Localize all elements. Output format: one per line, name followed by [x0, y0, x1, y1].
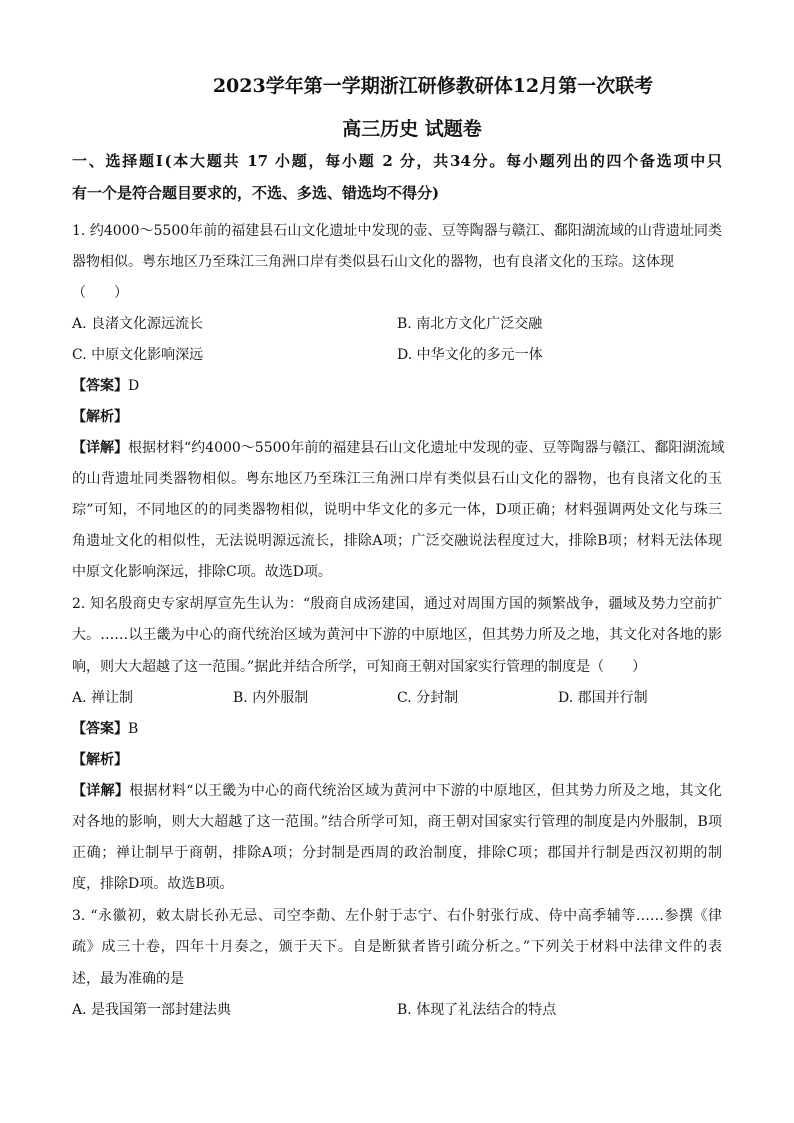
- q1-detail-line2: 的山背遗址同类器物相似。粤东地区乃至珠江三角洲口岸有类似县石山文化的器物，也有良渚文化的玉: [72, 471, 722, 487]
- q3-option-a: A. 是我国第一部封建法典: [72, 1002, 232, 1018]
- q2-option-b: B. 内外服制: [233, 690, 309, 706]
- q2-detail-line2: 对各地的影响，则大大超越了这一范围。”结合所学可知，商王朝对国家实行管理的制度是内外服制，B项: [72, 814, 722, 830]
- q1-option-c: C. 中原文化影响深远: [72, 347, 204, 363]
- detail-tag: 【详解】: [72, 440, 128, 456]
- q2-stem-line2: 大。……以王畿为中心的商代统治区域为黄河中下游的中原地区，但其势力所及之地，其文化对各地的影: [72, 627, 722, 643]
- detail-text: 根据材料“以王畿为中心的商代统治区域为黄河中下游的中原地区，但其势力所及之地，其文化: [129, 783, 723, 799]
- q1-detail-line3: 琮”可知，不同地区的的同类器物相似，说明中华文化的多元一体，D项正确；材料强调两处文化与珠三: [72, 502, 722, 518]
- q1-answer: [72, 377, 722, 395]
- section-heading-line2: 有一个是符合题目要求的，不选、多选、错选均不得分): [72, 184, 440, 202]
- q2-option-a: A. 禅让制: [72, 690, 134, 706]
- q1-option-a: A. 良渚文化源远流长: [72, 316, 204, 332]
- exam-title: 2023学年第一学期浙江研修教研体12月第一次联考: [212, 75, 654, 97]
- q1-option-d: D. 中华文化的多元一体: [397, 347, 543, 363]
- q1-stem-line2: 器物相似。粤东地区乃至珠江三角洲口岸有类似县石山文化的器物，也有良渚文化的玉琮。这体现: [72, 254, 674, 270]
- answer-value: D: [128, 378, 140, 394]
- answer-tag: 【答案】: [72, 721, 128, 737]
- q1-option-b: B. 南北方文化广泛交融: [397, 316, 543, 332]
- detail-text: 根据材料“约4000～5500年前的福建县石山文化遗址中发现的壶、豆等陶器与赣江、鄱阳湖流域: [128, 440, 725, 456]
- q2-analysis-tag: 【解析】: [72, 752, 128, 768]
- q3-option-b: B. 体现了礼法结合的特点: [397, 1002, 557, 1018]
- q2-detail-line3: 正确；禅让制早于商朝，排除A项；分封制是西周的政治制度，排除C项；郡国并行制是西汉初期的制: [72, 845, 722, 861]
- q2-option-d: D. 郡国并行制: [558, 690, 648, 706]
- q3-stem-line3: 述，最为准确的是: [72, 971, 184, 987]
- section-heading-line1: 一、选择题Ⅰ(本大题共 17 小题，每小题 2 分，共34分。每小题列出的四个备选项中只: [72, 152, 722, 170]
- q3-stem-line1: 3. “永徽初，敕太尉长孙无忌、司空李勣、左仆射于志宁、右仆射张行成、侍中高季辅等……参撰《律: [72, 908, 722, 924]
- q2-detail-line1: [72, 782, 722, 800]
- exam-subtitle: 高三历史 试题卷: [342, 118, 482, 140]
- q1-stem-line1: 1. 约4000～5500年前的福建县石山文化遗址中发现的壶、豆等陶器与赣江、鄱阳湖流域的山背遗址同类: [72, 223, 722, 239]
- q2-stem-line3: 响，则大大超越了这一范围。”据此并结合所学，可知商王朝对国家实行管理的制度是（ ）: [72, 659, 647, 675]
- q2-answer: [72, 720, 722, 738]
- q3-stem-line2: 疏》成三十卷，四年十月奏之，颁于天下。自是断狱者皆引疏分析之。”下列关于材料中法律文件的表: [72, 939, 722, 955]
- detail-tag: 【详解】: [72, 783, 130, 799]
- q1-analysis-tag: 【解析】: [72, 409, 128, 425]
- q2-detail-line4: 度，排除D项。故选B项。: [72, 876, 234, 892]
- q2-option-c: C. 分封制: [397, 690, 459, 706]
- q2-stem-line1: 2. 知名殷商史专家胡厚宣先生认为：“殷商自成汤建国，通过对周围方国的频繁战争，疆域及势力空前扩: [72, 596, 722, 612]
- q1-stem-line3: （ ）: [72, 285, 128, 301]
- answer-tag: 【答案】: [72, 378, 128, 394]
- answer-value: B: [128, 721, 139, 737]
- q1-detail-line4: 角遗址文化的相似性，无法说明源远流长，排除A项；广泛交融说法程度过大，排除B项；材料无法体现: [72, 533, 722, 549]
- q1-detail-line5: 中原文化影响深远，排除C项。故选D项。: [72, 564, 332, 580]
- q1-detail-line1: [72, 439, 725, 457]
